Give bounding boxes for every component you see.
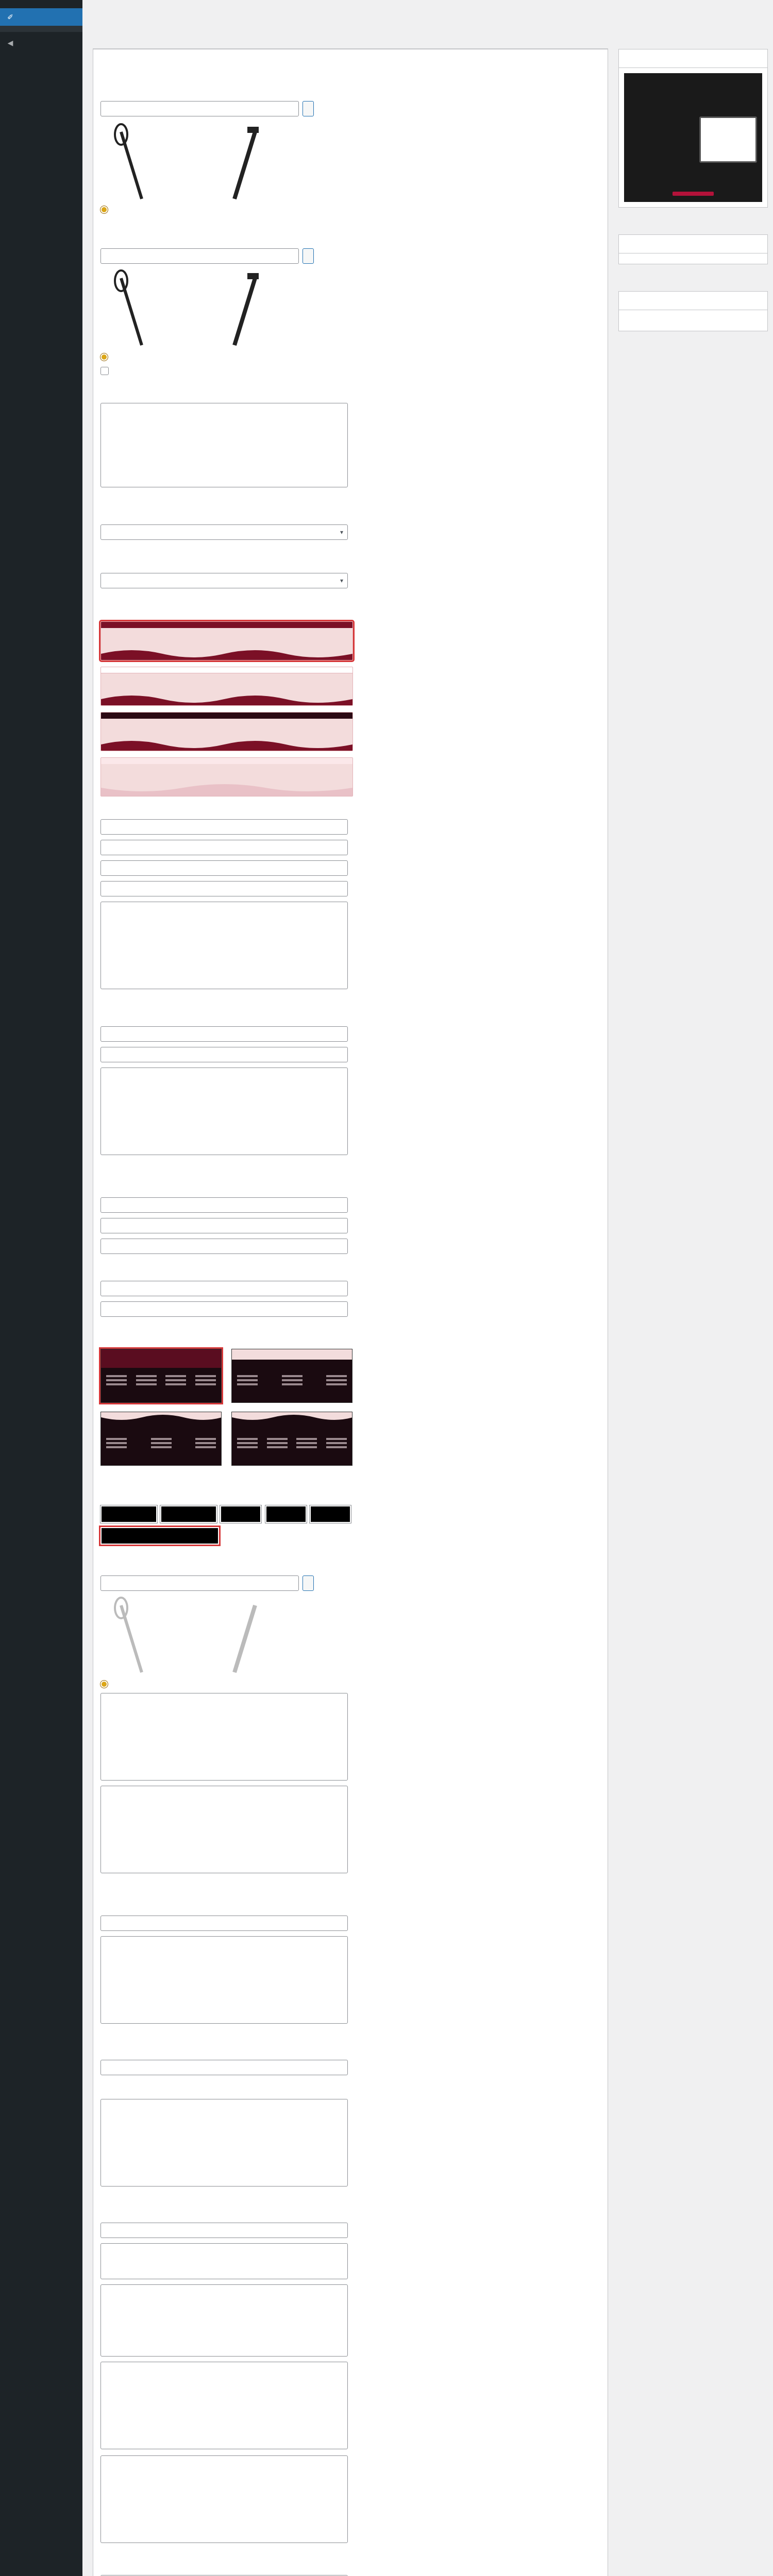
cakified-logo-image [100, 268, 276, 350]
sticky-logo-preview [100, 268, 276, 350]
header-button-text-input[interactable] [100, 1281, 348, 1296]
footer-logo-delete-icon[interactable] [100, 1681, 108, 1688]
gutenberg-select[interactable] [100, 524, 348, 540]
theme-preview-image [699, 116, 757, 163]
footer-logo-preview [100, 1595, 276, 1677]
main-logo-preview [100, 122, 276, 204]
sticky-logo-delete-icon[interactable] [100, 353, 108, 361]
box-layout-checkbox[interactable] [100, 367, 109, 375]
copyright-input[interactable] [100, 2060, 348, 2075]
header-button-url-input[interactable] [100, 1301, 348, 1317]
header-two-icon-input[interactable] [100, 1197, 348, 1213]
top-header-phone-input[interactable] [100, 860, 348, 876]
main-content [82, 0, 773, 2576]
top-header-timing-input[interactable] [100, 881, 348, 896]
top-header-address-input[interactable] [100, 819, 348, 835]
top-header-social-textarea[interactable] [100, 902, 348, 989]
contact-email-textarea[interactable] [100, 2455, 348, 2543]
footer-logo-remove-button[interactable] [303, 1575, 314, 1591]
contact-address-textarea[interactable] [100, 2284, 348, 2357]
header-two-text-input[interactable] [100, 1239, 348, 1254]
basic-settings-panel [93, 49, 608, 2576]
footer-three-col-option[interactable] [160, 1505, 217, 1523]
header-one-text-textarea[interactable] [100, 1067, 348, 1155]
cakified-logo-white-image [100, 1595, 276, 1677]
header-two-heading-input[interactable] [100, 1218, 348, 1233]
header-layout-three-option[interactable] [100, 757, 353, 796]
our-themes-box [618, 49, 768, 208]
chevron-down-icon: ▾ [340, 577, 343, 584]
our-themes-title [619, 49, 767, 68]
footer-two-col-option[interactable] [100, 1505, 157, 1523]
footer-layout-one-option[interactable] [231, 1349, 352, 1403]
sticky-logo-remove-button[interactable] [303, 248, 314, 264]
header-layout-default-option[interactable] [100, 621, 353, 660]
collapse-menu-button[interactable] [0, 34, 82, 52]
contact-paragraph-textarea[interactable] [100, 2243, 348, 2279]
sidebar-menu-top [0, 0, 82, 3]
documentation-title [619, 292, 767, 310]
main-logo-remove-button[interactable] [303, 101, 314, 116]
footer-layout-default-option[interactable] [100, 1349, 222, 1403]
forum-box [618, 234, 768, 264]
footer-four-col-c-option[interactable] [310, 1505, 351, 1523]
flythemes-promo-banner[interactable] [624, 73, 762, 202]
footer-four-col-option[interactable] [220, 1505, 261, 1523]
collapse-icon: ◀ [7, 38, 13, 47]
footer-logo-url-input[interactable] [100, 1575, 299, 1591]
sidebar-item-appearance[interactable] [0, 8, 82, 26]
design-by-textarea[interactable] [100, 2099, 348, 2187]
brush-icon: ✐ [7, 12, 13, 21]
top-header-email-input[interactable] [100, 840, 348, 855]
options-tabs [93, 28, 608, 49]
appearance-submenu [0, 26, 82, 32]
cakified-logo-image [100, 122, 276, 204]
newsletter-form-textarea[interactable] [100, 1936, 348, 2024]
promo-price [673, 192, 714, 196]
footer-text-textarea[interactable] [100, 1693, 348, 1781]
header-one-icon-input[interactable] [100, 1026, 348, 1042]
newsletter-title-input[interactable] [100, 1916, 348, 1931]
forum-title [619, 235, 767, 253]
chevron-down-icon: ▾ [340, 529, 343, 536]
header-one-heading-input[interactable] [100, 1047, 348, 1062]
main-logo-url-input[interactable] [100, 101, 299, 116]
footer-layout-two-option[interactable] [100, 1412, 222, 1466]
footer-social-textarea[interactable] [100, 1786, 348, 1873]
main-logo-delete-icon[interactable] [100, 206, 108, 213]
contact-phone-textarea[interactable] [100, 2362, 348, 2449]
sticky-header-select[interactable] [100, 573, 348, 588]
footer-layout-three-option[interactable] [231, 1412, 352, 1466]
custom-css-textarea[interactable] [100, 403, 348, 487]
footer-four-col-b-option[interactable] [265, 1505, 307, 1523]
header-layout-two-option[interactable] [100, 712, 353, 751]
contact-heading-input[interactable] [100, 2223, 348, 2238]
admin-sidebar [0, 0, 82, 2576]
footer-selected-col-option[interactable] [100, 1527, 219, 1545]
sticky-logo-url-input[interactable] [100, 248, 299, 264]
documentation-box [618, 291, 768, 331]
header-layout-one-option[interactable] [100, 667, 353, 706]
